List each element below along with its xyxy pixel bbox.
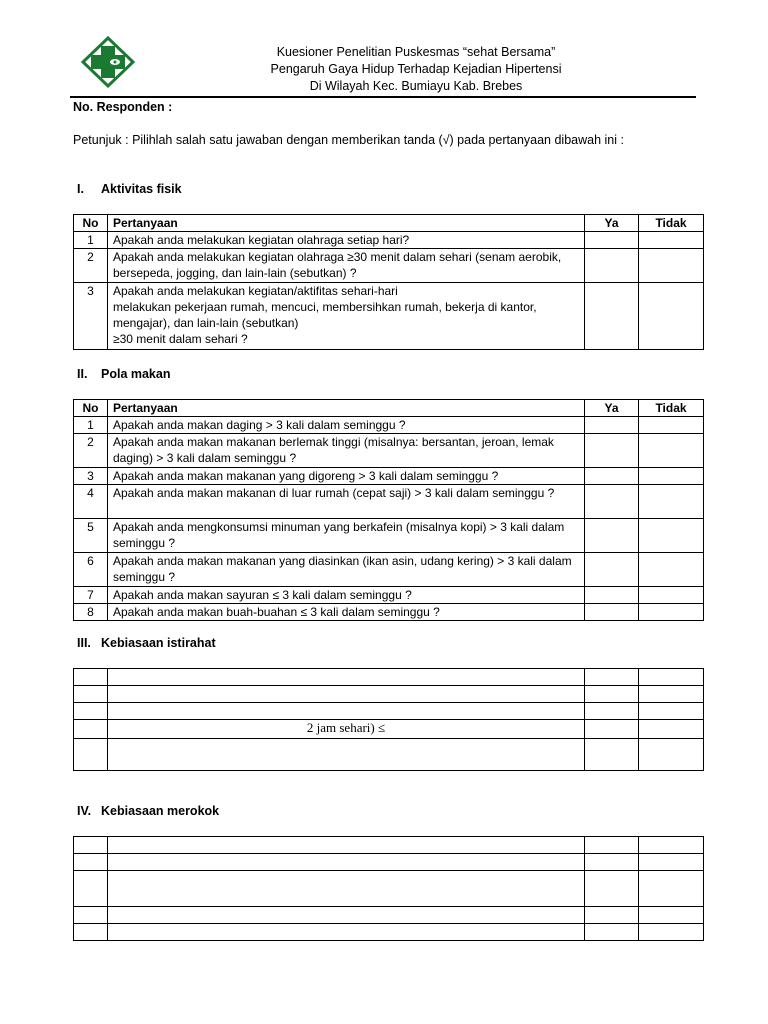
- section-1-numeral: I.: [77, 182, 84, 196]
- answer-no-cell[interactable]: [639, 283, 704, 350]
- row-number: [74, 720, 108, 739]
- table-row: [74, 720, 704, 739]
- answer-yes-cell[interactable]: [585, 604, 639, 621]
- row-question: [108, 871, 585, 907]
- section-3-title: Kebiasaan istirahat: [101, 636, 216, 650]
- answer-no-cell[interactable]: [639, 519, 704, 553]
- row-number: [74, 686, 108, 703]
- table-row: [74, 249, 704, 283]
- answer-yes-cell[interactable]: [585, 669, 639, 686]
- section-3-numeral: III.: [77, 636, 91, 650]
- table-row: [74, 669, 704, 686]
- row-question: Apakah anda makan makanan berlemak tinggi (misalnya: bersantan, jeroan, lemak daging) > 3 kali dalam seminggu ?: [108, 434, 585, 468]
- answer-yes-cell[interactable]: [585, 434, 639, 468]
- header-no-answer: Tidak: [639, 400, 704, 417]
- answer-no-cell[interactable]: [639, 553, 704, 587]
- row-number: 3: [74, 468, 108, 485]
- table-pola-makan: [73, 399, 704, 621]
- table-row: [74, 434, 704, 468]
- answer-yes-cell[interactable]: [585, 485, 639, 519]
- section-1-title: Aktivitas fisik: [101, 182, 182, 196]
- section-4-title: Kebiasaan merokok: [101, 804, 220, 818]
- row-question-fragment: 2 jam sehari) ≤: [108, 720, 585, 739]
- answer-no-cell[interactable]: [639, 249, 704, 283]
- row-question: [108, 703, 585, 720]
- answer-yes-cell[interactable]: [585, 232, 639, 249]
- answer-yes-cell[interactable]: [585, 283, 639, 350]
- row-number: [74, 924, 108, 941]
- table-row: [74, 871, 704, 907]
- answer-yes-cell[interactable]: [585, 871, 639, 907]
- header-line-2: Pengaruh Gaya Hidup Terhadap Kejadian Hipertensi: [270, 62, 562, 76]
- answer-no-cell[interactable]: [639, 837, 704, 854]
- answer-no-cell[interactable]: [639, 434, 704, 468]
- header-yes: Ya: [585, 400, 639, 417]
- answer-no-cell[interactable]: [639, 871, 704, 907]
- answer-yes-cell[interactable]: [585, 587, 639, 604]
- answer-no-cell[interactable]: [639, 720, 704, 739]
- respondent-label: No. Responden :: [73, 100, 173, 114]
- row-question: [108, 739, 585, 771]
- row-number: 3: [74, 283, 108, 350]
- header-line-1: Kuesioner Penelitian Puskesmas “sehat Bersama”: [276, 45, 556, 59]
- row-question: [108, 854, 585, 871]
- table-row: [74, 232, 704, 249]
- answer-no-cell[interactable]: [639, 232, 704, 249]
- section-3-heading: [77, 636, 216, 650]
- row-question: [108, 924, 585, 941]
- table-row: [74, 837, 704, 854]
- row-question: [108, 907, 585, 924]
- row-number: 2: [74, 434, 108, 468]
- answer-yes-cell[interactable]: [585, 703, 639, 720]
- document-header: [170, 44, 662, 95]
- answer-yes-cell[interactable]: [585, 837, 639, 854]
- row-number: 1: [74, 232, 108, 249]
- row-number: [74, 669, 108, 686]
- answer-no-cell[interactable]: [639, 587, 704, 604]
- section-4-heading: [77, 804, 219, 818]
- section-2-title: Pola makan: [101, 367, 171, 381]
- table-row: [74, 519, 704, 553]
- row-number: [74, 907, 108, 924]
- answer-yes-cell[interactable]: [585, 739, 639, 771]
- table-kebiasaan-merokok: [73, 836, 704, 941]
- row-number: 8: [74, 604, 108, 621]
- table-row: [74, 604, 704, 621]
- answer-no-cell[interactable]: [639, 485, 704, 519]
- row-number: 6: [74, 553, 108, 587]
- table-header-row: [74, 400, 704, 417]
- table-row: [74, 854, 704, 871]
- header-no-answer: Tidak: [639, 215, 704, 232]
- answer-yes-cell[interactable]: [585, 907, 639, 924]
- row-number: [74, 871, 108, 907]
- row-question: Apakah anda makan makanan yang digoreng > 3 kali dalam seminggu ?: [108, 468, 585, 485]
- puskesmas-logo: [79, 36, 137, 88]
- answer-no-cell[interactable]: [639, 924, 704, 941]
- table-header-row: [74, 215, 704, 232]
- table-row: [74, 417, 704, 434]
- row-number: 2: [74, 249, 108, 283]
- header-no: No: [74, 400, 108, 417]
- table-kebiasaan-istirahat: [73, 668, 704, 771]
- row-question: Apakah anda melakukan kegiatan olahraga setiap hari?: [108, 232, 585, 249]
- table-row: [74, 686, 704, 703]
- answer-yes-cell[interactable]: [585, 720, 639, 739]
- answer-no-cell[interactable]: [639, 686, 704, 703]
- table-row: [74, 739, 704, 771]
- table-row: [74, 703, 704, 720]
- table-row: [74, 907, 704, 924]
- row-question: [108, 686, 585, 703]
- row-question: Apakah anda melakukan kegiatan olahraga ≥30 menit dalam sehari (senam aerobik, bersepeda, jogging, dan lain-lain (sebutkan) ?: [108, 249, 585, 283]
- row-question: Apakah anda mengkonsumsi minuman yang berkafein (misalnya kopi) > 3 kali dalam seminggu ?: [108, 519, 585, 553]
- table-aktivitas-fisik: [73, 214, 704, 350]
- row-question: Apakah anda makan makanan di luar rumah (cepat saji) > 3 kali dalam seminggu ?: [108, 485, 585, 519]
- row-number: 1: [74, 417, 108, 434]
- header-divider: [70, 96, 696, 98]
- answer-no-cell[interactable]: [639, 703, 704, 720]
- answer-no-cell[interactable]: [639, 739, 704, 771]
- answer-yes-cell[interactable]: [585, 249, 639, 283]
- row-question: Apakah anda makan daging > 3 kali dalam seminggu ?: [108, 417, 585, 434]
- row-number: [74, 703, 108, 720]
- table-row: [74, 924, 704, 941]
- answer-yes-cell[interactable]: [585, 686, 639, 703]
- table-row: [74, 468, 704, 485]
- table-row: [74, 553, 704, 587]
- row-question: [108, 837, 585, 854]
- row-question: Apakah anda makan sayuran ≤ 3 kali dalam seminggu ?: [108, 587, 585, 604]
- answer-no-cell[interactable]: [639, 854, 704, 871]
- row-number: [74, 739, 108, 771]
- answer-yes-cell[interactable]: [585, 854, 639, 871]
- header-line-3: Di Wilayah Kec. Bumiayu Kab. Brebes: [309, 79, 523, 93]
- section-4-numeral: IV.: [77, 804, 92, 818]
- answer-yes-cell[interactable]: [585, 417, 639, 434]
- answer-yes-cell[interactable]: [585, 519, 639, 553]
- row-number: 7: [74, 587, 108, 604]
- header-question: Pertanyaan: [108, 400, 585, 417]
- answer-yes-cell[interactable]: [585, 553, 639, 587]
- answer-no-cell[interactable]: [639, 669, 704, 686]
- answer-no-cell[interactable]: [639, 417, 704, 434]
- instruction-text: Petunjuk : Pilihlah salah satu jawaban dengan memberikan tanda (√) pada pertanyaan dibawah ini :: [73, 133, 624, 147]
- section-2-heading: [77, 367, 170, 381]
- row-question: Apakah anda melakukan kegiatan/aktifitas sehari-hari melakukan pekerjaan rumah, mencuci, membersihkan rumah, bekerja di kantor, mengajar), dan lain-lain (sebutkan) ≥30 menit dalam sehari ?: [108, 283, 585, 350]
- row-question: Apakah anda makan makanan yang diasinkan (ikan asin, udang kering) > 3 kali dalam seminggu ?: [108, 553, 585, 587]
- table-row: [74, 587, 704, 604]
- header-question: Pertanyaan: [108, 215, 585, 232]
- answer-no-cell[interactable]: [639, 604, 704, 621]
- row-number: 4: [74, 485, 108, 519]
- answer-yes-cell[interactable]: [585, 924, 639, 941]
- section-2-numeral: II.: [77, 367, 88, 381]
- answer-no-cell[interactable]: [639, 907, 704, 924]
- row-number: [74, 837, 108, 854]
- header-yes: Ya: [585, 215, 639, 232]
- section-1-heading: [77, 182, 182, 196]
- row-number: [74, 854, 108, 871]
- answer-no-cell[interactable]: [639, 468, 704, 485]
- answer-yes-cell[interactable]: [585, 468, 639, 485]
- row-question: [108, 669, 585, 686]
- row-number: 5: [74, 519, 108, 553]
- header-no: No: [74, 215, 108, 232]
- row-question: Apakah anda makan buah-buahan ≤ 3 kali dalam seminggu ?: [108, 604, 585, 621]
- table-row: [74, 283, 704, 350]
- table-row: [74, 485, 704, 519]
